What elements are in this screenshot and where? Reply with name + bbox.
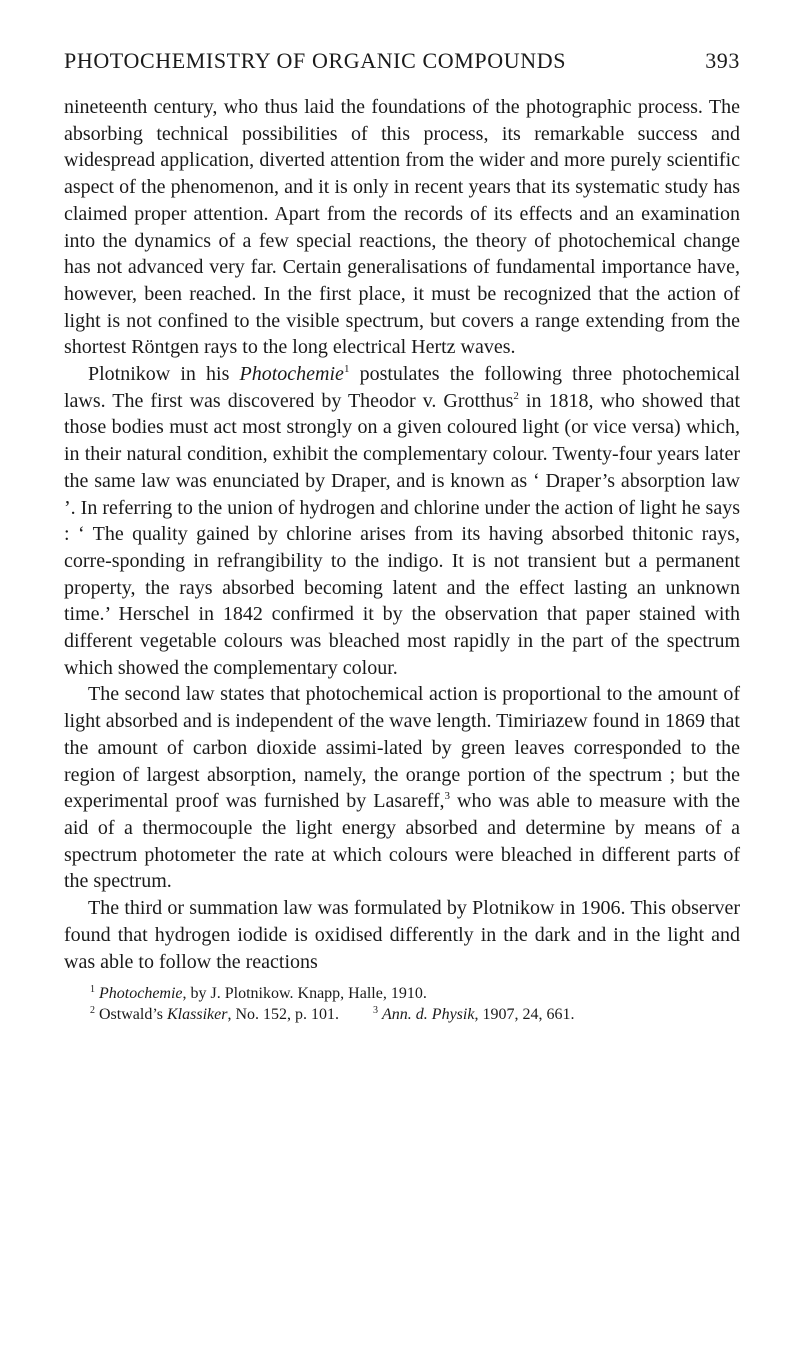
footnote-3-mark: 3 (373, 1005, 379, 1017)
footnote-2-pre: Ostwald’s (99, 1006, 167, 1024)
footnote-ref-2: 2 (513, 389, 519, 402)
footnote-1-title: Photochemie (99, 985, 183, 1003)
paragraph-second-law (64, 681, 740, 895)
paragraph-4-text: The third or summation law was formulated by Plotnikow in 1906. This observer found that hydrogen iodide is oxidised differently in the dark and in the light and was able to follow the reactions (64, 897, 740, 973)
footnote-1 (64, 983, 740, 1004)
running-head (64, 40, 740, 80)
paragraph-2-text-a: Plotnikow in his (88, 363, 240, 386)
footnote-1-text: , by J. Plotnikow. Knapp, Halle, 1910. (182, 985, 427, 1003)
footnote-ref-1: 1 (343, 363, 350, 376)
paragraph-2-text-b: postulates the following three photochemical laws. The first was discovered by Theodor v. Grotthus (64, 363, 740, 412)
paragraph-2-text-c: in 1818, who showed that those bodies must act most strongly on a given coloured light (or vice versa) which, in their natural condition, exhibit the complementary colour. Twenty-four years later the same law was enunciated by Draper, and is known as ‘ Draper’s absorption law ’. In referring to the union of hydrogen and chlorine under the action of light he says : ‘ The quality gained by chlorine arises from its having absorbed thitonic rays, corre-sponding in refrangibility to the indigo. It is not transient but a permanent property, the rays absorbed becoming latent and the effect lasting an unknown time.’ Herschel in 1842 confirmed it by the observation that paper stained with different vegetable colours was bleached most rapidly in the part of the spectrum which showed the complementary colour. (64, 389, 741, 679)
footnote-3-text: , 1907, 24, 661. (474, 1006, 575, 1024)
footnote-ref-3: 3 (444, 790, 451, 803)
paragraph-1-text: nineteenth century, who thus laid the foundations of the photographic process. The absorbing technical possibilities of this process, its remarkable success and widespread application, diverted attention from the wider and more purely scientific aspect of the phenomenon, and it is only in recent years that its systematic study has claimed proper attention. Apart from the records of its effects and an examination into the dynamics of a few special reactions, the theory of photochemical change has not advanced very far. Certain generalisations of fundamental importance have, however, been reached. In the first place, it must be recognized that the action of light is not confined to the visible spectrum, but covers a range extending from the shortest Röntgen rays to the long electrical Hertz waves. (64, 96, 740, 359)
running-title: PHOTOCHEMISTRY OF ORGANIC COMPOUNDS (64, 48, 567, 73)
body-text (64, 94, 740, 975)
footnote-2-text: , No. 152, p. 101. (227, 1006, 340, 1024)
photochemie-title: Photochemie (239, 363, 344, 386)
paragraph-3-text-a: The second law states that photochemical action is proportional to the amount of light absorbed and is independent of the wave length. Timiriazew found in 1869 that the amount of carbon dioxide assimi-lated by green leaves corresponded to the region of largest absorption, namely, the orange portion of the spectrum ; but the experimental proof was furnished by Lasareff, (64, 683, 740, 813)
footnote-3-title: Ann. d. Physik (382, 1006, 475, 1024)
footnotes (64, 983, 740, 1025)
paragraph-continued (64, 94, 740, 361)
paragraph-third-law (64, 895, 740, 975)
footnote-1-mark: 1 (90, 984, 95, 996)
book-page (64, 40, 740, 1025)
footnote-2-3-line (64, 1004, 740, 1025)
paragraph-first-law (64, 361, 740, 681)
footnote-2-title: Klassiker (167, 1006, 228, 1024)
footnote-2-mark: 2 (90, 1005, 95, 1017)
page-number: 393 (705, 48, 740, 73)
paragraph-3-text-b: who was able to measure with the aid of a thermocouple the light energy absorbed and determine by means of a spectrum photometer the rate at which colours were bleached in different parts of the spectrum. (64, 790, 740, 893)
